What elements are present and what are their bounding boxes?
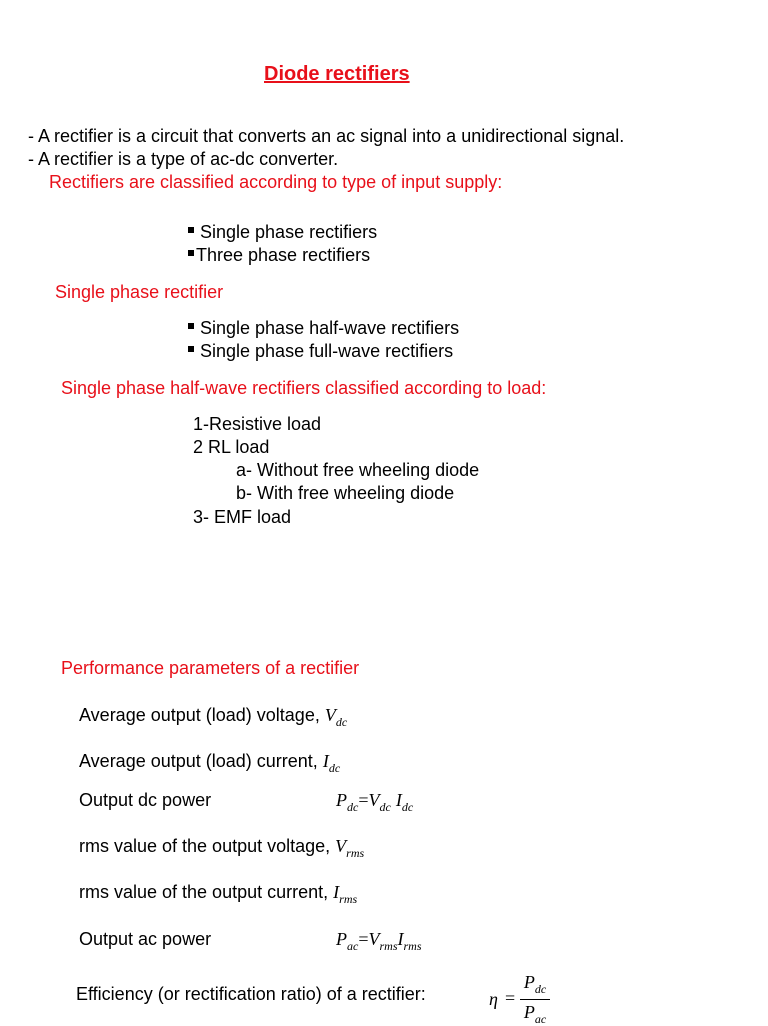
efficiency-label: Efficiency (or rectification ratio) of a rectifier: xyxy=(76,984,426,1004)
load-rl: 2 RL load xyxy=(193,437,270,457)
param-subscript: rms xyxy=(339,892,358,906)
classification-heading: Rectifiers are classified according to type of input supply: xyxy=(49,172,503,192)
efficiency-fraction xyxy=(520,972,550,1024)
param-symbol: I xyxy=(322,751,329,771)
intro-line-2: - A rectifier is a type of ac-dc converter. xyxy=(28,149,339,169)
list-item xyxy=(188,317,459,339)
param-symbol: I xyxy=(333,882,340,902)
dc-power-equation: $P_{dc}=V_{dc}$ $I_{dc}$ xyxy=(336,790,414,814)
load-resistive: 1-Resistive load xyxy=(193,414,322,434)
bullet-icon xyxy=(188,323,194,329)
bullet-icon xyxy=(188,227,194,233)
fraction-bar xyxy=(520,999,550,1000)
param-avg-voltage xyxy=(79,704,347,728)
param-avg-current xyxy=(79,750,340,774)
ac-power-equation: $P_{ac}=V_{rms}I_{rms}$ xyxy=(336,929,422,953)
load-rl-b: b- With free wheeling diode xyxy=(236,483,455,503)
param-subscript: dc xyxy=(328,761,341,775)
param-ac-power-label: Output ac power xyxy=(79,929,212,949)
list-item xyxy=(188,244,370,266)
param-rms-voltage xyxy=(79,835,364,859)
bullet-icon xyxy=(188,346,194,352)
load-heading: Single phase half-wave rectifiers classified according to load: xyxy=(61,378,547,398)
param-rms-current xyxy=(79,881,357,905)
param-symbol: V xyxy=(335,836,347,856)
page-title: Diode rectifiers xyxy=(264,63,410,85)
param-subscript: rms xyxy=(346,846,365,860)
load-emf: 3- EMF load xyxy=(193,507,292,527)
list-item xyxy=(188,340,453,362)
param-label: Average output (load) voltage, xyxy=(79,705,320,725)
list-item-label: Single phase half-wave rectifiers xyxy=(200,318,460,338)
bullet-icon xyxy=(188,250,194,256)
fraction-denominator: $P_{ac}$ xyxy=(523,1002,547,1026)
performance-heading: Performance parameters of a rectifier xyxy=(61,658,360,678)
list-item-label: Three phase rectifiers xyxy=(196,245,371,265)
eta-symbol: η xyxy=(489,989,498,1009)
single-phase-heading: Single phase rectifier xyxy=(55,282,224,302)
param-dc-power-label: Output dc power xyxy=(79,790,212,810)
param-label: rms value of the output current, xyxy=(79,882,329,902)
intro-line-1: - A rectifier is a circuit that converts an ac signal into a unidirectional signal. xyxy=(28,126,625,146)
list-item xyxy=(188,221,377,243)
param-symbol: V xyxy=(324,705,336,725)
fraction-numerator: $P_{dc}$ xyxy=(523,972,547,996)
load-rl-a: a- Without free wheeling diode xyxy=(236,460,480,480)
list-item-label: Single phase full-wave rectifiers xyxy=(200,341,454,361)
param-subscript: dc xyxy=(335,715,348,729)
efficiency-equals: = xyxy=(505,988,516,1008)
param-label: rms value of the output voltage, xyxy=(79,836,331,856)
param-label: Average output (load) current, xyxy=(79,751,318,771)
list-item-label: Single phase rectifiers xyxy=(200,222,378,242)
